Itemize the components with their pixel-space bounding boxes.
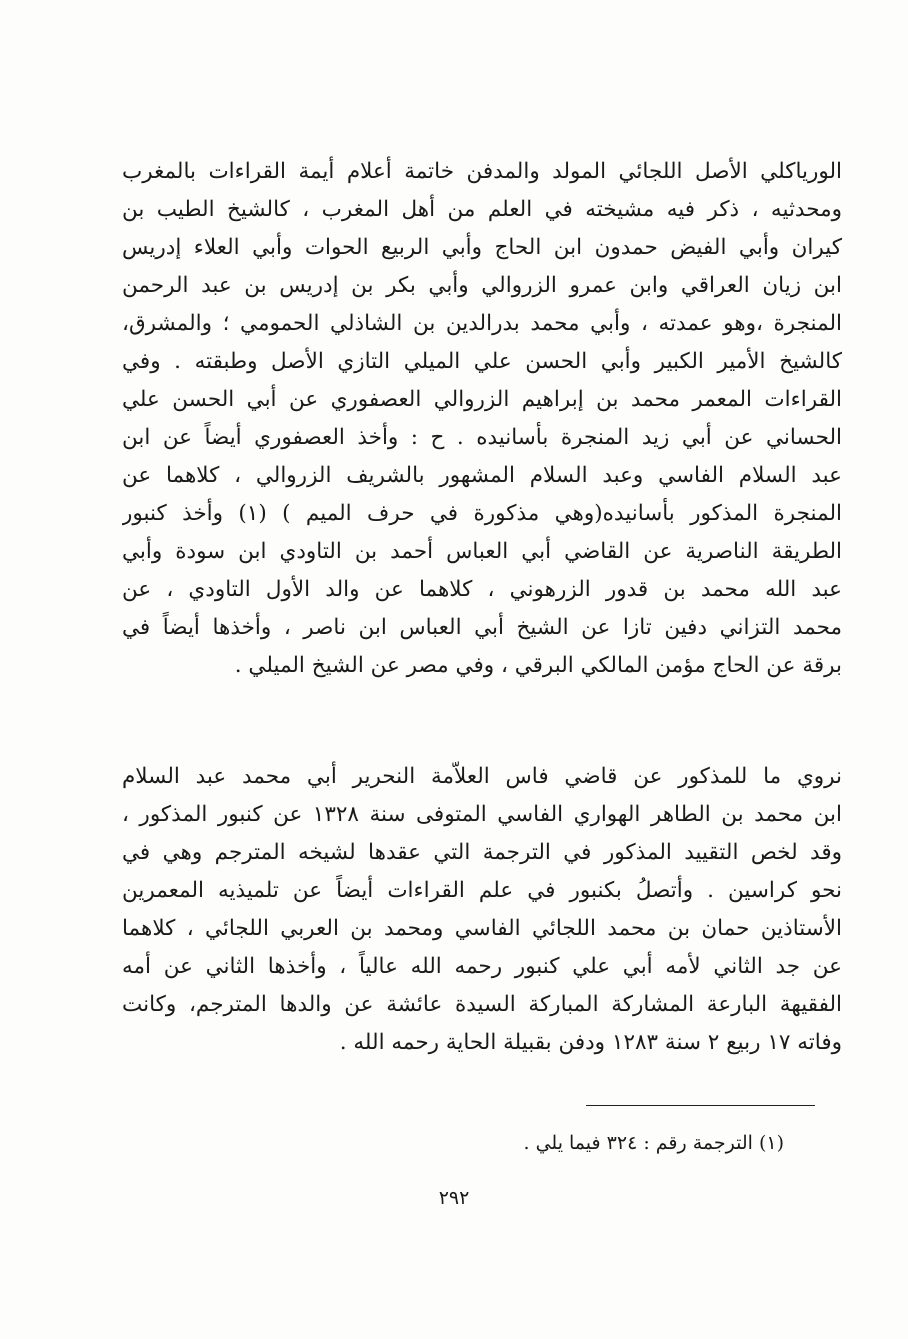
footnote: (١) الترجمة رقم : ٣٢٤ فيما يلي . [523,1132,784,1154]
text-line: نحو كراسين . وأتصلُ بكنبور في علم القراءات أيضاً عن تلميذيه المعمرين [122,878,842,903]
text-line: الأستاذين حمان بن محمد اللجائي الفاسي ومحمد بن العربي اللجائي ، كلاهما [122,916,842,941]
paragraph-1 [122,153,842,685]
text-line: الحساني عن أبي زيد المنجرة بأسانيده . ح : وأخذ العصفوري أيضاً عن ابن [122,425,842,450]
text-line: وقد لخص التقييد المذكور في الترجمة التي عقدها لشيخه المترجم وهي في [122,840,842,865]
paragraph-2 [122,758,842,1062]
text-line: كيران وأبي الفيض حمدون ابن الحاج وأبي الربيع الحوات وأبي العلاء إدريس [122,235,842,260]
text-line: ابن محمد بن الطاهر الهواري الفاسي المتوفى سنة ١٣٢٨ عن كنبور المذكور ، [122,802,842,827]
text-line: ابن زيان العراقي وابن عمرو الزروالي وأبي بكر بن إدريس بن عبد الرحمن [122,273,842,298]
text-line: الورياكلي الأصل اللجائي المولد والمدفن خاتمة أعلام أيمة القراءات بالمغرب [122,159,842,184]
footnote-divider [586,1105,815,1106]
text-line: برقة عن الحاج مؤمن المالكي البرقي ، وفي مصر عن الشيخ الميلي . [234,653,842,678]
text-line: الطريقة الناصرية عن القاضي أبي العباس أحمد بن التاودي ابن سودة وأبي [122,539,842,564]
text-line: عبد الله محمد بن قدور الزرهوني ، كلاهما عن والد الأول التاودي ، عن [122,577,842,602]
text-line: محمد التزاني دفين تازا عن الشيخ أبي العباس ابن ناصر ، وأخذها أيضاً في [122,615,842,640]
text-line: القراءات المعمر محمد بن إبراهيم الزروالي العصفوري عن أبي الحسن علي [122,387,842,412]
text-line: ومحدثيه ، ذكر فيه مشيخته في العلم من أهل المغرب ، كالشيخ الطيب بن [122,197,842,222]
text-line: وفاته ١٧ ربيع ٢ سنة ١٢٨٣ ودفن بقبيلة الحاية رحمه الله . [339,1030,842,1055]
text-line: كالشيخ الأمير الكبير وأبي الحسن علي الميلي التازي الأصل وطبقته . وفي [122,349,842,374]
text-line: عن جد الثاني لأمه أبي علي كنبور رحمه الله عالياً ، وأخذها الثاني عن أمه [122,954,842,979]
text-line: المنجرة المذكور بأسانيده(وهي مذكورة في حرف الميم ) (١) وأخذ كنبور [122,501,842,526]
text-line: المنجرة ،وهو عمدته ، وأبي محمد بدرالدين بن الشاذلي الحمومي ؛ والمشرق، [122,311,842,336]
text-line: الفقيهة البارعة المشاركة المباركة السيدة عائشة عن والدها المترجم، وكانت [122,992,842,1017]
text-line: نروي ما للمذكور عن قاضي فاس العلاّمة النحرير أبي محمد عبد السلام [122,764,842,789]
text-line: عبد السلام الفاسي وعبد السلام المشهور بالشريف الزروالي ، كلاهما عن [122,463,842,488]
page-number: ٢٩٢ [438,1187,470,1209]
